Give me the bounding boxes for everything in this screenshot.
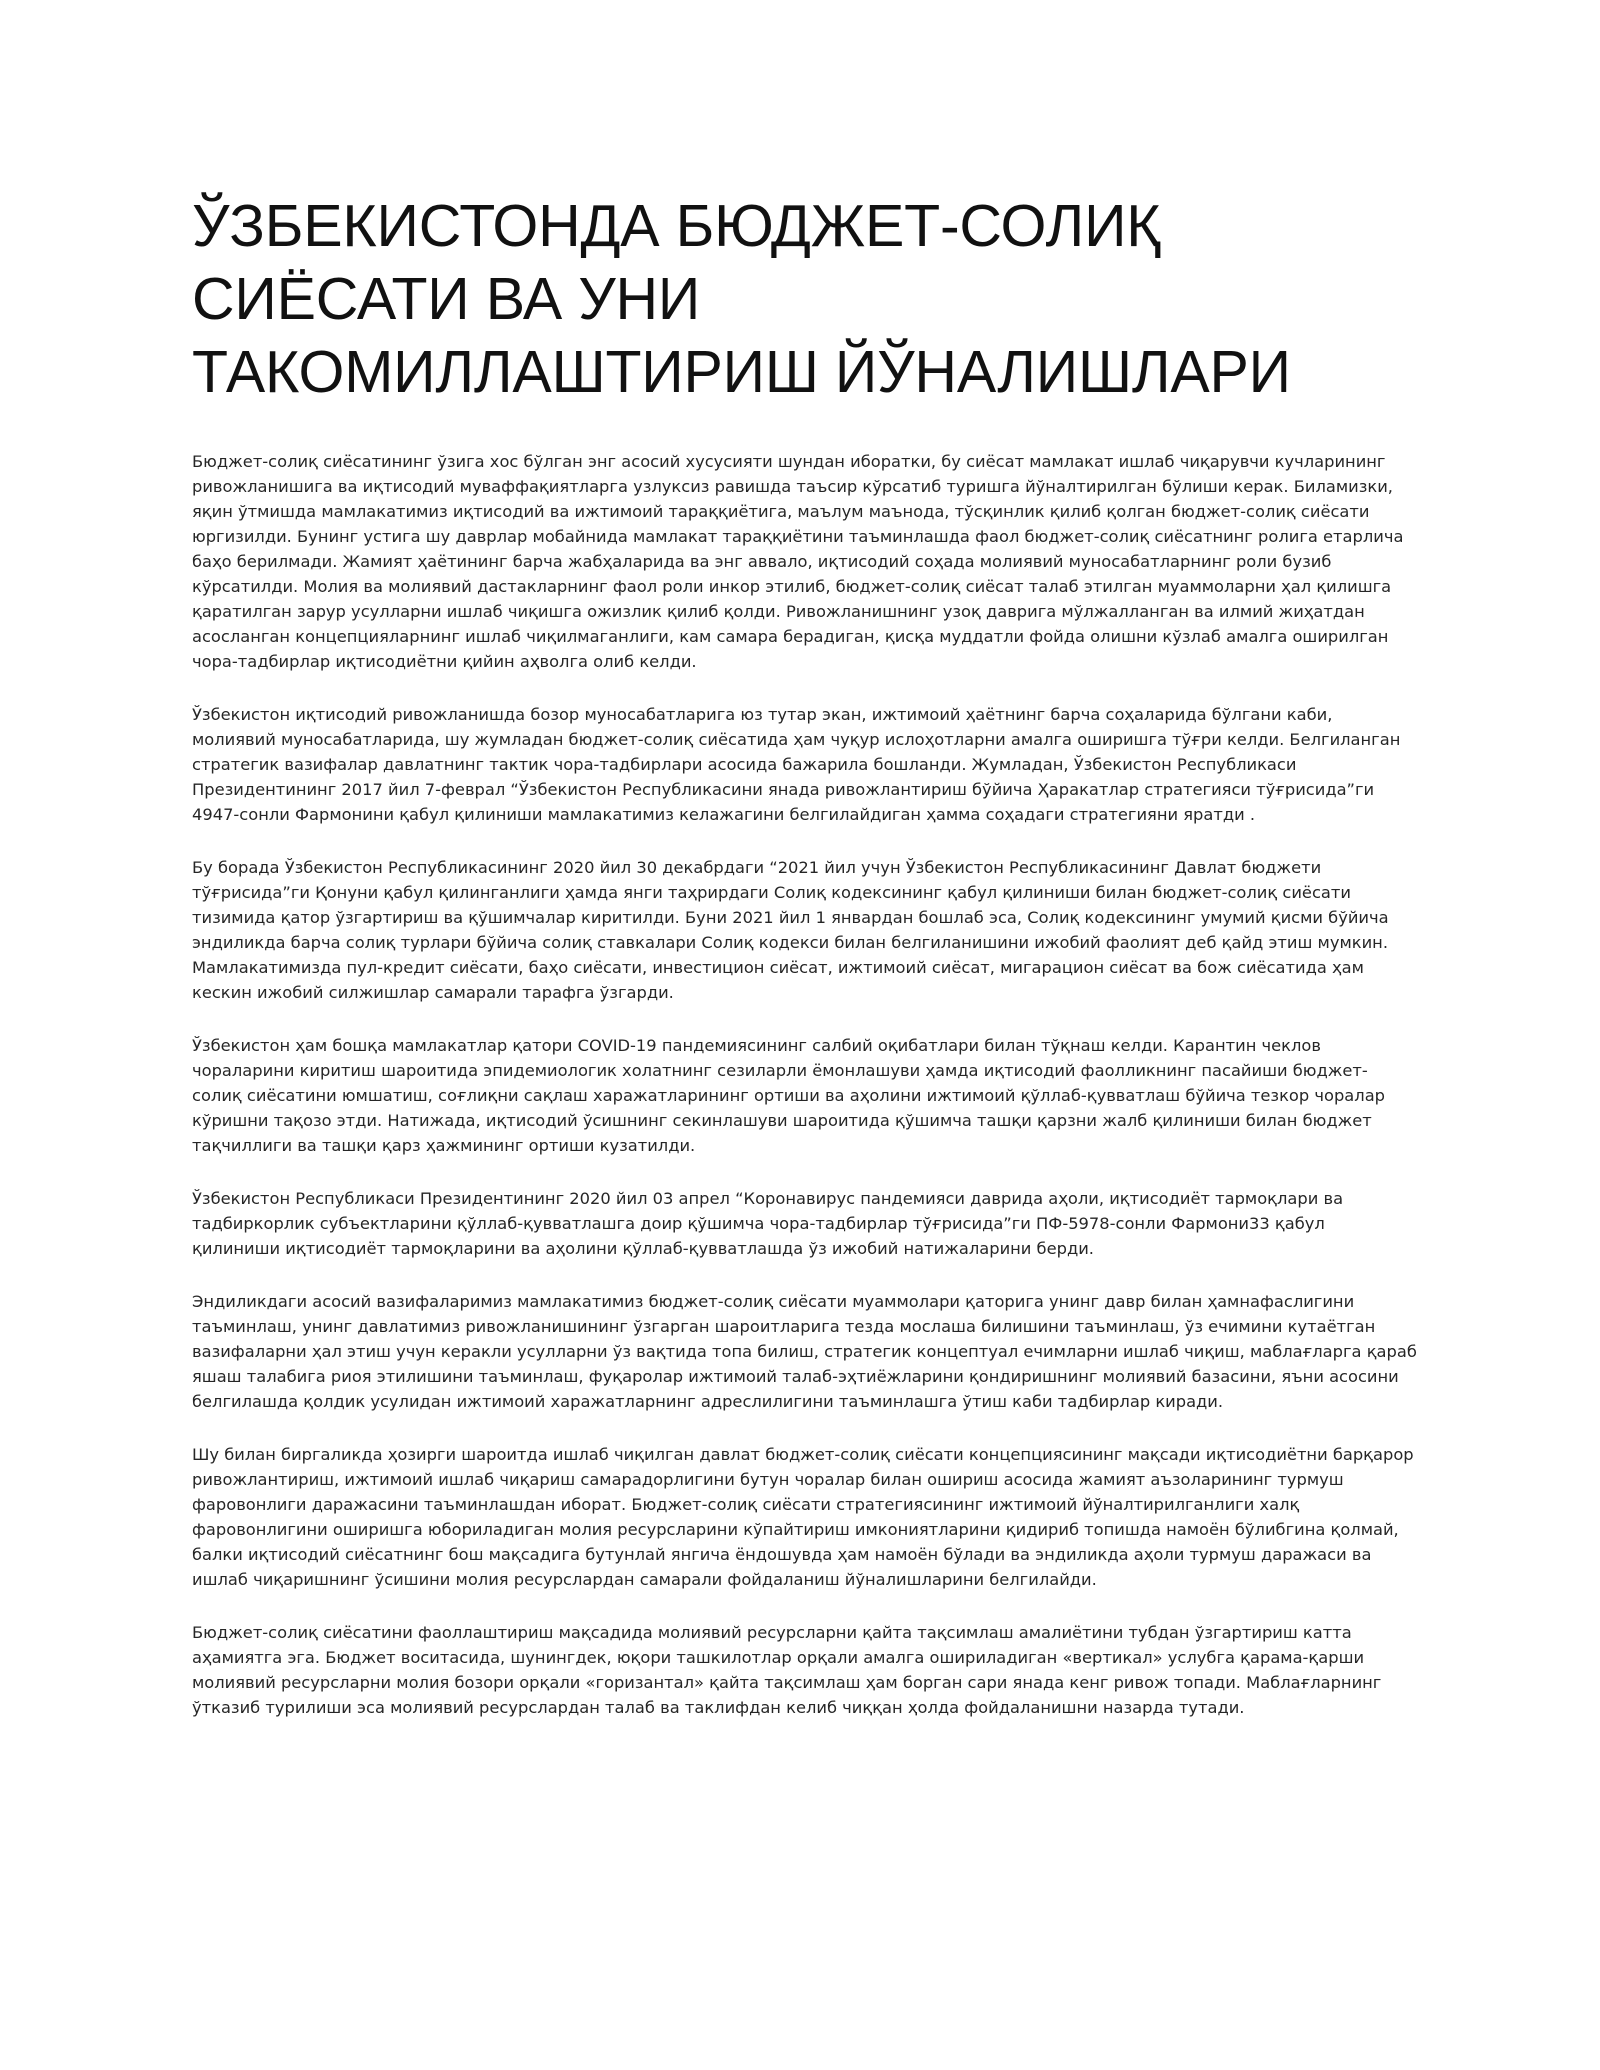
paragraph-5: Ўзбекистон Республикаси Президентининг 2020 йил 03 апрел “Коронавирус пандемияси даврида аҳоли, иқтисодиёт тармоқлари ва тадбиркорлик субъектларини қўллаб-қувватлашга доир қўшимча чора-тадбирлар тўғрисида”ги ПФ-5978-сонли Фармони33 қабул қилиниши иқтисодиёт тармоқларини ва аҳолини қўллаб-қувватлашда ўз ижобий натижаларини берди.	[192, 1189, 1344, 1258]
paragraph-7: Шу билан биргаликда ҳозирги шароитда ишлаб чиқилган давлат бюджет-солиқ сиёсати концепциясининг мақсади иқтисодиётни барқарор ривожлантириш, ижтимоий ишлаб чиқариш самарадорлигини бутун чоралар билан ошириш асосида жамият аъзоларининг турмуш фаровонлиги даражасини таъминлашдан иборат. Бюджет-солиқ сиёсати стратегиясининг ижтимоий йўналтирилганлиги халқ фаровонлигини оширишга юбориладиган молия ресурсларини кўпайтириш имкониятларини қидириб топишда намоён бўлибгина қолмай, балки иқтисодий сиёсатнинг бош мақсадига бутунлай янгича ёндошувда ҳам намоён бўлади ва эндиликда аҳоли турмуш даражаси ва ишлаб чиқаришнинг ўсишини молия ресурслардан самарали фойдаланиш йўналишларини белгилайди.	[192, 1445, 1414, 1589]
paragraph-3: Бу борада Ўзбекистон Республикасининг 2020 йил 30 декабрдаги “2021 йил учун Ўзбекистон Республикасининг Давлат бюджети тўғрисида”ги Қонуни қабул қилинганлиги ҳамда янги таҳрирдаги Солиқ кодексининг қабул қилиниши билан бюджет-солиқ сиёсати тизимида қатор ўзгартириш ва қўшимчалар киритилди. Буни 2021 йил 1 январдан бошлаб эса, Солиқ кодексининг умумий қисми бўйича эндиликда барча солиқ турлари бўйича солиқ ставкалари Солиқ кодекси билан белгиланишини ижобий фаолият деб қайд этиш мумкин. Мамлакатимизда пул-кредит сиёсати, баҳо сиёсати, инвестицион сиёсат, ижтимоий сиёсат, мигарацион сиёсат ва бож сиёсатида ҳам кескин ижобий силжишлар самарали тарафга ўзгарди.	[192, 858, 1389, 1002]
paragraph-2: Ўзбекистон иқтисодий ривожланишда бозор муносабатларига юз тутар экан, ижтимоий ҳаётнинг барча соҳаларида бўлгани каби, молиявий муносабатларида, шу жумладан бюджет-солиқ сиёсатида ҳам чуқур ислоҳотларни амалга оширишга тўғри келди. Белгиланган стратегик вазифалар давлатнинг тактик чора-тадбирлари асосида бажарила бошланди. Жумладан, Ўзбекистон Республикаси Президентининг 2017 йил 7-феврал “Ўзбекистон Республикасини янада ривожлантириш бўйича Ҳаракатлар стратегияси тўғрисида”ги 4947-сонли Фармонини қабул қилиниши мамлакатимиз келажагини белгилайдиган ҳамма соҳадаги стратегияни яратди .	[192, 705, 1401, 824]
paragraph-8: Бюджет-солиқ сиёсатини фаоллаштириш мақсадида молиявий ресурсларни қайта тақсимлаш амалиётини тубдан ўзгартириш катта аҳамиятга эга. Бюджет воситасида, шунингдек, юқори ташкилотлар орқали амалга ошириладиган «вертикал» услубга қарама-қарши молиявий ресурсларни молия бозори орқали «горизантал» қайта тақсимлаш ҳам борган сари янада кенг ривож топади. Маблағларнинг ўтказиб турилиши эса молиявий ресурслардан талаб ва таклифдан келиб чиққан ҳолда фойдаланишни назарда тутади.	[192, 1623, 1382, 1717]
paragraph-1: Бюджет-солиқ сиёсатининг ўзига хос бўлган энг асосий хусусияти шундан иборатки, бу сиёсат мамлакат ишлаб чиқарувчи кучларининг ривожланишига ва иқтисодий муваффақиятларга узлуксиз равишда таъсир кўрсатиб туришга йўналтирилган бўлиши керак. Биламизки, яқин ўтмишда мамлакатимиз иқтисодий ва ижтимоий тараққиётига, маълум маънода, тўсқинлик қилиб қолган бюджет-солиқ сиёсати юргизилди. Бунинг устига шу даврлар мобайнида мамлакат тараққиётини таъминлашда фаол бюджет-солиқ сиёсатнинг ролига етарлича баҳо берилмади. Жамият ҳаётининг барча жабҳаларида ва энг аввало, иқтисодий соҳада молиявий муносабатларнинг роли бузиб кўрсатилди. Молия ва молиявий дастакларнинг фаол роли инкор этилиб, бюджет-солиқ сиёсат талаб этилган муаммоларни ҳал қилишга қаратилган зарур усулларни ишлаб чиқишга ожизлик қилиб қолди. Ривожланишнинг узоқ даврига мўлжалланган ва илмий жиҳатдан асосланган концепцияларнинг ишлаб чиқилмаганлиги, кам самара берадиган, қисқа муддатли фойда олишни кўзлаб амалга оширилган чора-тадбирлар иқтисодиётни қийин аҳволга олиб келди.	[192, 452, 1404, 671]
paragraph-4: Ўзбекистон ҳам бошқа мамлакатлар қатори COVID-19 пандемиясининг салбий оқибатлари билан тўқнаш келди. Карантин чеклов чораларини киритиш шароитида эпидемиологик холатнинг сезиларли ёмонлашуви ҳамда иқтисодий фаолликнинг пасайиши бюджет-солиқ сиёсатини юмшатиш, соғлиқни сақлаш харажатларининг ортиши ва аҳолини ижтимоий қўллаб-қувватлаш бўйича тезкор чоралар кўришни тақозо этди. Натижада, иқтисодий ўсишнинг секинлашуви шароитида қўшимча ташқи қарзни жалб қилиниши билан бюджет тақчиллиги ва ташқи қарз ҳажмининг ортиши кузатилди.	[192, 1036, 1386, 1155]
title-line-1: ЎЗБЕКИСТОНДА БЮДЖЕТ-СОЛИҚ	[192, 193, 1161, 259]
page-title	[192, 190, 1417, 409]
title-line-3: ТАКОМИЛЛАШТИРИШ ЙЎНАЛИШЛАРИ	[192, 339, 1291, 405]
document-body	[192, 190, 1417, 1748]
title-line-2: СИЁСАТИ ВА УНИ	[192, 266, 701, 332]
paragraph-6: Эндиликдаги асосий вазифаларимиз мамлакатимиз бюджет-солиқ сиёсати муаммолари қаторига унинг давр билан ҳамнафаслигини таъминлаш, унинг давлатимиз ривожланишининг ўзгарган шароитларига тезда мослаша билишини таъминлаш, ўз ечимини кутаётган вазифаларни ҳал этиш учун керакли усулларни ўз вақтида топа билиш, стратегик концептуал ечимларни ишлаб чиқиш, маблағларга қараб яшаш талабига риоя этилишини таъминлаш, фуқаролар ижтимоий талаб-эҳтиёжларини қондиришнинг молиявий базасини, яъни асосини белгилашда қолдик усулидан ижтимоий харажатларнинг адреслилигини таъминлашга ўтиш каби тадбирлар киради.	[192, 1292, 1417, 1411]
